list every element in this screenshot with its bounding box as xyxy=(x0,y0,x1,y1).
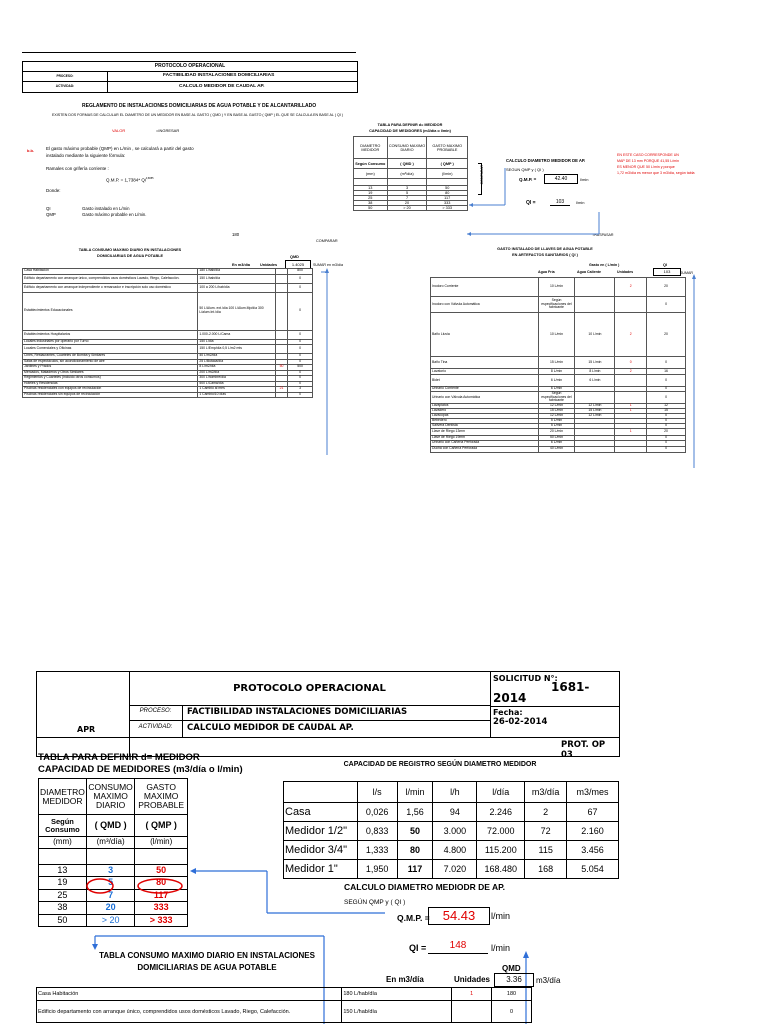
p2-qmp-unit: l/min xyxy=(491,911,511,921)
bb-label: b.b. xyxy=(27,148,35,153)
formula-text-2: instalado mediante la siguiente fórmula: xyxy=(46,153,126,158)
formula-text-1: El gasto máximo probable (QMP) en L/min , se calculará a partir del gasto xyxy=(46,146,194,151)
p2-qmp-label: Q.M.P. = xyxy=(397,913,430,923)
llaves-unidades-label: Unidades xyxy=(617,270,634,274)
table-row: Cines, Restaurantes, Cuarteles de Bomba y Similares 40 L/m2/día 0 xyxy=(23,354,313,360)
qmp-symbol: QMP xyxy=(46,212,56,217)
sumar-m3-label: SUMAR en m3/día xyxy=(313,263,343,267)
ingresar-label: =INGRESAR xyxy=(156,128,180,133)
actividad-value: CALCULO MEDIDOR DE CAUDAL AP. xyxy=(179,84,265,89)
gasto-en-label: Gasto en ( L/min ) xyxy=(589,263,620,267)
qmd-label: QMD xyxy=(290,255,299,259)
p2-proceso-label: PROCESO: xyxy=(139,708,172,714)
qmp-definition: Gasto máximo probable en L/min. xyxy=(82,212,147,217)
solicitud-number: 1681- xyxy=(551,680,590,694)
p2-qmd-value: 3.36 xyxy=(494,973,534,987)
p2-tabla-def-title-2: CAPACIDAD DE MEDIDORES (m3/día o l/min) xyxy=(38,764,243,775)
table-row: Edificio departamento con arranque único, comprendidos usos domésticos Lavado, Riego, Calefacción. 150 L/hab/día 0 xyxy=(37,1001,532,1023)
agua-caliente-label: Agua Caliente xyxy=(577,270,601,274)
calc-title: CALCULO DIAMETRO MEDIDOR DE AP. xyxy=(506,158,586,163)
table-row: 25 7 117 xyxy=(39,889,188,901)
table-row: Urinario Corriente 6 L/min 0 xyxy=(431,387,686,392)
donde-label: Donde: xyxy=(46,188,61,193)
table-row: Casa Habitación 180 L/hab/día 800 xyxy=(23,269,313,275)
table-row: 13 3 50 xyxy=(354,186,468,191)
capacidad-title: CAPACIDAD DE REGISTRO SEGÚN DIAMETRO MEDIDOR xyxy=(343,761,537,768)
table-row: Medidor 1" 1,950 117 7.020 168.480 168 5.054 xyxy=(284,860,619,879)
existen-text: EXISTEN DOS FORMAS DE CALCULAR EL DIAMETRO DE UN MEDIDOR EN BASE AL GASTO ( QMD ) Y EN BASE AL GASTO ( QMP ) EL QUE SE CALCULA EN BASE AL ( QI ) xyxy=(52,113,343,117)
table-row: 38 20 333 xyxy=(354,200,468,205)
highlight-qmp-ellipse xyxy=(138,879,182,893)
p2-consumo-title-1: TABLA CONSUMO MAXIMO DIARIO EN INSTALACIONES xyxy=(99,951,315,960)
highlight-qmd-ellipse xyxy=(87,879,113,893)
value-180: 180 xyxy=(232,232,240,237)
table-row: Piscinas residenciales con equipos de recirculación 1 Cambio al mes 21 3 xyxy=(23,387,313,393)
consumo-title-2: DOMICILIARIAS DE AGUA POTABLE xyxy=(96,254,164,258)
reglamento-title: REGLAMENTO DE INSTALACIONES DOMICILIARIAS DE AGUA POTABLE Y DE ALCANTARILLADO xyxy=(82,103,317,109)
table-row: Medidor 1/2" 0,833 50 3.000 72.000 72 2.160 xyxy=(284,822,619,841)
table-row: Urinario con Cañería Perforada 6 L/min 0 xyxy=(431,440,686,446)
tabla-def-title-2: CAPACIDAD DE MEDIDORES (m3/día o l/min) xyxy=(369,129,451,133)
table-row: Urinario con Válvula Automática Según especificaciones del fabricante 0 xyxy=(431,392,686,404)
table-row: Casa 0,026 1,56 94 2.246 2 67 xyxy=(284,803,619,822)
table-row: Bebedero 5 L/min 0 xyxy=(431,418,686,423)
p2-actividad-value: CALCULO MEDIDOR DE CAUDAL AP. xyxy=(187,723,354,733)
table-row: Medidor 3/4" 1,333 80 4.800 115.200 115 3.456 xyxy=(284,841,619,860)
table-row: Llave de Riego 13mm 20 L/min 1 20 xyxy=(431,428,686,435)
llaves-title-1: GASTO INSTALADO DE LLAVES DE AGUA POTABLE xyxy=(497,247,593,251)
proceso-value: FACTIBILIDAD INSTALACIONES DOMICILIARIAS xyxy=(163,73,275,78)
p2-qmd-label: QMD xyxy=(502,964,521,973)
qi-label: QI = xyxy=(526,200,536,206)
qi-head-label: QI xyxy=(663,263,668,267)
table-row: Edificio departamento con arranque único, comprendidos usos domésticos Lavado, Riego, Calefacción. 150 L/hab/día 0 xyxy=(23,274,313,283)
qmp-unit: l/min xyxy=(580,177,589,182)
table-row: Casa Habitación 180 L/hab/día 1 180 xyxy=(37,988,532,1001)
table-row: 19 5 80 xyxy=(39,877,188,889)
p2-qi-unit: l/min xyxy=(491,943,511,953)
table-row: Establecimientos Educacionales 50 L/Alum. ext./día 100 L/Alum.Mp/día 300 L/alum.Int./día 0 xyxy=(23,292,313,330)
table-row: 19 5 80 xyxy=(354,190,468,195)
table-row: Baño Tina 15 L/min 15 L/min 0 0 xyxy=(431,357,686,369)
table-row: Ducha con Cañería Perforada 40 L/min 0 xyxy=(431,446,686,452)
traspasar-label: TRASPASAR xyxy=(592,233,614,237)
table-row: Regimientos y Cuarteles (Incluido otros consumos) 300 L/hombre/día 0 xyxy=(23,376,313,382)
table-row: Mercados, Mataderos y Otros Similares 200 L/m2/día 0 xyxy=(23,370,313,376)
table-row: Edificio departamento con arranque independiente o remarcador e inscripción solo uso doméstico 100 a 200 L/hab/día 0 xyxy=(23,283,313,292)
capacidad-table xyxy=(283,781,619,879)
p2-qi-label: QI = xyxy=(409,943,427,953)
en-m3dia-label: En m3/día xyxy=(232,263,250,267)
p2-qi-value: 148 xyxy=(428,939,488,954)
qi-head-value: 103 xyxy=(653,268,681,276)
p2-consumo-title-2: DOMICILIARIAS DE AGUA POTABLE xyxy=(137,963,277,972)
consumo-title-1: TABLA CONSUMO MAXIMO DIARIO EN INSTALACIONES xyxy=(78,248,182,252)
qi-definition: Gasto instalado en L/min xyxy=(82,206,130,211)
p2-proceso-value: FACTIBILIDAD INSTALACIONES DOMICILIARIAS xyxy=(187,707,408,717)
qmp-label: Q.M.P. = xyxy=(519,177,537,182)
table-row: Lavacopas 12 L/min 12 L/min 0 xyxy=(431,413,686,418)
agua-fria-label: Agua Fría xyxy=(538,270,555,274)
qi-value: 103 xyxy=(550,199,570,206)
p2-tabla-def-title-1: TABLA PARA DEFINIR d= MEDIDOR xyxy=(38,752,200,763)
p2-actividad-label: ACTIVIDAD: xyxy=(138,724,173,730)
tabla-def-title-1: TABLA PARA DEFINIR d= MEDIDOR xyxy=(377,123,443,127)
p2-en-m3dia: En m3/día xyxy=(386,975,424,984)
segun-label: SEGUN QMP y ( QI ) xyxy=(506,167,544,172)
unidades-label: Unidades xyxy=(260,263,278,267)
p2-tabla-def-table: DIAMETRO MEDIDOR CONSUMO MAXIMO DIARIO GASTO MAXIMO PROBABLE Según Consumo ( QMD ) ( QMP ) (mm) (m³/día) (l/min) 13 3 50 19 5 80 25 7 117 38 20 333 50 > 20 > 333 xyxy=(38,778,188,927)
p2-apr-label: APR xyxy=(77,725,96,734)
table-header-row: l/s l/min l/h l/día m3/día m3/mes xyxy=(284,782,619,803)
table-row: Baño Lluvia 10 L/min 10 L/min 2 20 xyxy=(431,313,686,357)
qi-unit: l/min xyxy=(576,200,585,205)
qi-symbol: QI xyxy=(46,206,51,211)
table-row: Locales industriales por operario por Turno 150 L/día 0 xyxy=(23,339,313,345)
valor-label: VALOR xyxy=(112,128,126,133)
p2-qmp-value: 54.43 xyxy=(428,907,490,925)
qmp-value: 42.40 xyxy=(544,174,578,184)
p2-segun-label: SEGÚN QMP y ( QI ) xyxy=(344,899,406,906)
table-row: Bidet 6 L/min 6 L/min 0 xyxy=(431,375,686,387)
table-row: Jardines y Prados 8 L/m2/día 50 500 xyxy=(23,365,313,371)
prot-label: PROT. OP 03 xyxy=(561,740,606,760)
table-row: Lavaplatos 12 L/min 12 L/min 1 12 xyxy=(431,403,686,408)
qmd-value: 1.4025 xyxy=(285,260,311,269)
page-title: PROTOCOLO OPERACIONAL xyxy=(154,63,226,69)
table-row: Hoteles y Residencias 500 L/Cama/día 0 xyxy=(23,381,313,387)
table-row: 25 7 117 xyxy=(354,195,468,200)
table-row: Salas de espectáculos, sin acondicionamiento de aire 25 L/Butaca/día 0 xyxy=(23,359,313,365)
table-row: Llave de Riego 19mm 50 L/min 0 xyxy=(431,435,686,440)
table-row: 50 > 20 > 333 xyxy=(39,914,188,926)
p2-unidades: Unidades xyxy=(454,975,491,984)
tabla-def-table: DIAMETRO MEDIDOR CONSUMO MAXIMO DIARIO GASTO MAXIMO PROBABLE Según Consumo ( QMD ) ( QMP ) (mm) (m³/día) (l/min) 13 3 50 19 5 80 25 7 117 38 20 333 50 > 20 > 333 xyxy=(353,136,468,211)
p2-consumo-table xyxy=(36,987,532,1023)
solicitud-label: SOLICITUD N°: xyxy=(493,674,558,683)
note-text: EN ESTE CASO CORRESPONDE UN MAP DE 13 mm PORQUE 41,55 L/min ES MENOR QUE 50 L/min y porque 1,72 m3/día es menor que 3 m3/día, según tabla xyxy=(617,153,695,175)
comparar-vertical: COMPARAR xyxy=(480,165,484,185)
comparar-label: COMPARAR xyxy=(316,239,338,243)
p2-page-title: PROTOCOLO OPERACIONAL xyxy=(233,683,386,694)
table-row: Locales Comerciales y Oficinas 150 L/Emp/día 0,5 L/m2 mts 0 xyxy=(23,345,313,354)
table-row: Salivera Dentista 5 L/min 0 xyxy=(431,423,686,428)
table-row: Inodoro con Válvula Automática Según especificaciones del fabricante 0 xyxy=(431,297,686,313)
table-row: Lavadero 15 L/min 15 L/min 1 15 xyxy=(431,408,686,413)
table-row: 38 20 333 xyxy=(39,902,188,914)
fecha-label: Fecha: xyxy=(493,708,523,717)
table-row: Lavatorio 8 L/min 8 L/min 2 16 xyxy=(431,369,686,375)
p2-calc-title: CALCULO DIAMETRO MEDIODR DE AP. xyxy=(344,882,506,892)
solicitud-year: 2014 xyxy=(493,691,527,705)
actividad-label: ACTIVIDAD: xyxy=(55,84,75,88)
table-row: Establecimientos Hospitalarios 1.000-2.000 L/Cama 0 xyxy=(23,330,313,339)
fecha-value: 26-02-2014 xyxy=(493,717,548,727)
table-row: 13 3 50 xyxy=(39,865,188,877)
table-row: Piscinas residenciales sin equipos de recirculación 1 Cambio/10 días 0 xyxy=(23,392,313,398)
ramales-text: Ramales con grifería corriente : xyxy=(46,166,109,171)
p2-m3dia-unit: m3/día xyxy=(536,976,561,985)
qmp-formula: Q.M.P. = 1,7384* $Qi^{0,6885}$ xyxy=(106,177,154,183)
proceso-label: PROCESO: xyxy=(56,74,74,78)
table-row: 50 > 20 > 333 xyxy=(354,205,468,210)
table-row: Inodoro Corriente 10 L/min 2 20 xyxy=(431,278,686,297)
llaves-title-2: EN ARTEFACTOS SANITARIOS ( QI ) xyxy=(512,253,578,257)
sumar-label: SUMAR xyxy=(680,271,693,275)
